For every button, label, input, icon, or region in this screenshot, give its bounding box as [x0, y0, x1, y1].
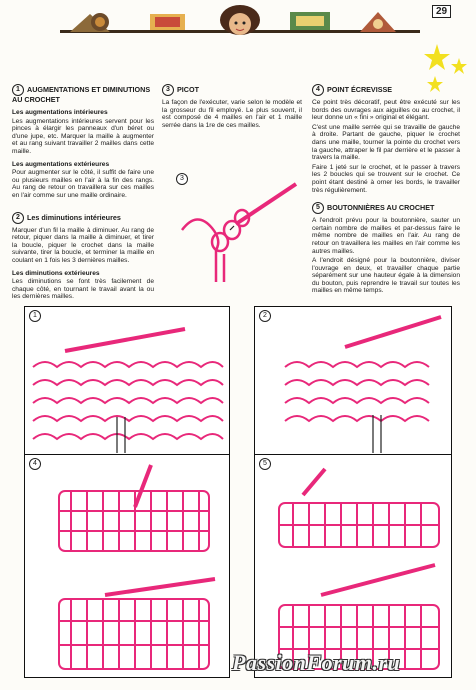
- section-3-title: PICOT: [177, 84, 199, 94]
- subheading-augmentations-interieures: Les augmentations intérieures: [12, 109, 108, 116]
- section-2-title: Les diminutions intérieures: [27, 212, 121, 222]
- figure-1-label: 1: [29, 310, 41, 322]
- section-4-number: 4: [312, 84, 324, 96]
- paragraph-diminutions-interieures: Marquer d'un fil la maille à diminuer. Au rang de retour, piquer dans la maille à diminuer, et tirer la boucle, piquer le crochet dans la maille suivante, tirer la boucle, et terminer la maille en coulant en 1 fois les 3 dernières mailles.: [12, 226, 154, 264]
- figure-3-picot: [172, 170, 302, 286]
- section-1-heading: [12, 84, 154, 104]
- section-3-number: 3: [162, 84, 174, 96]
- subheading-augmentations-exterieures: Les augmentations extérieures: [12, 160, 110, 168]
- section-4-title: POINT ÉCREVISSE: [327, 84, 393, 94]
- paragraph-augmentations-interieures: Les augmentations intérieures servent pour les pinces à élargir les panneaux d'un béret ou d'une jupe, etc. Marquer la maille à augmenter et au rang suivant travailler 2 mailles dans cette maille.: [12, 117, 154, 155]
- section-1-title: AUGMENTATIONS ET DIMINUTIONS AU CROCHET: [12, 84, 151, 104]
- section-5-title: BOUTONNIÈRES AU CROCHET: [327, 203, 435, 213]
- paragraph-ecrevisse-intro: Ce point très décoratif, peut être exécuté sur les bords des ouvrages aux aiguilles ou au crochet, il leur donne un « fini » original et élégant.: [312, 99, 460, 122]
- page-number: 29: [432, 6, 472, 20]
- figure-1-illustration: [25, 307, 229, 455]
- subheading-diminutions-exterieures: Les diminutions extérieures: [12, 269, 100, 277]
- section-2-number: 2: [12, 212, 24, 224]
- section-4-heading: [312, 84, 460, 96]
- figure-2-label: 2: [259, 310, 271, 322]
- paragraph-boutonniere-2: A l'endroit désigné pour la boutonnière, diviser l'ouvrage en deux, et travailler chaque partie séparément sur une hauteur égale à la dimension du bouton, puis reprendre le travail sur toutes les mailles en même temps.: [312, 257, 460, 295]
- picot-illustration: [172, 170, 302, 286]
- section-3-heading: [162, 84, 302, 96]
- figure-5-illustration: [255, 455, 451, 677]
- figure-4-panel: [24, 454, 230, 678]
- section-5-number: 5: [312, 202, 324, 214]
- figure-3-label: 3: [176, 173, 188, 185]
- column-right: [312, 84, 460, 297]
- header-banner-illustration: [60, 4, 420, 38]
- figure-5-panel: [254, 454, 452, 678]
- watermark-text: PassionForum.ru: [232, 650, 401, 675]
- column-middle: [162, 84, 302, 131]
- section-1-number: 1: [12, 84, 24, 96]
- figure-5-label: 5: [259, 458, 271, 470]
- paragraph-augmentations-exterieures: Pour augmenter sur le côté, il suffit de faire une ou plusieurs mailles en l'air à la fin des rangs. Au rang de retour on travaillera sur ces mailles en l'air comme sur une maille ordinaire.: [12, 169, 154, 199]
- figure-4-label: 4: [29, 458, 41, 470]
- paragraph-ecrevisse-method: C'est une maille serrée qui se travaille de gauche à droite. Partant de gauche, piquer le crochet dans une maille, tourner la pointe du crochet vers la gauche, attraper le fil par derrière et le passer à travers la maille.: [312, 123, 460, 162]
- figure-2-illustration: [255, 307, 451, 455]
- paragraph-diminutions-exterieures: Les diminutions se font très facilement de chaque côté, en tournant le travail avant la ou les dernières mailles.: [12, 278, 154, 301]
- paragraph-picot: La façon de l'exécuter, varie selon le modèle et la grosseur du fil employé. Le plus souvent, il est composé de 4 mailles en l'air et 1 maille serrée dans la 1re de ces mailles.: [162, 99, 302, 129]
- section-2-heading: [12, 212, 154, 224]
- column-left: [12, 84, 154, 303]
- figure-2-panel: [254, 306, 452, 456]
- paragraph-ecrevisse-finish: Faire 1 jeté sur le crochet, et le passer à travers les 2 boucles qui se trouvent sur le crochet. Ce point étant destiné à orner les bords, le travailler très régulièrement.: [312, 163, 460, 194]
- figure-4-illustration: [25, 455, 229, 677]
- section-5-heading: [312, 202, 460, 214]
- paragraph-boutonniere-1: A l'endroit prévu pour la boutonnière, sauter un certain nombre de mailles et par-dessus faire le même nombre de mailles en l'air. Au rang de retour on travaillera les mailles en l'air comme les autres mailles.: [312, 217, 460, 255]
- figure-1-panel: [24, 306, 230, 456]
